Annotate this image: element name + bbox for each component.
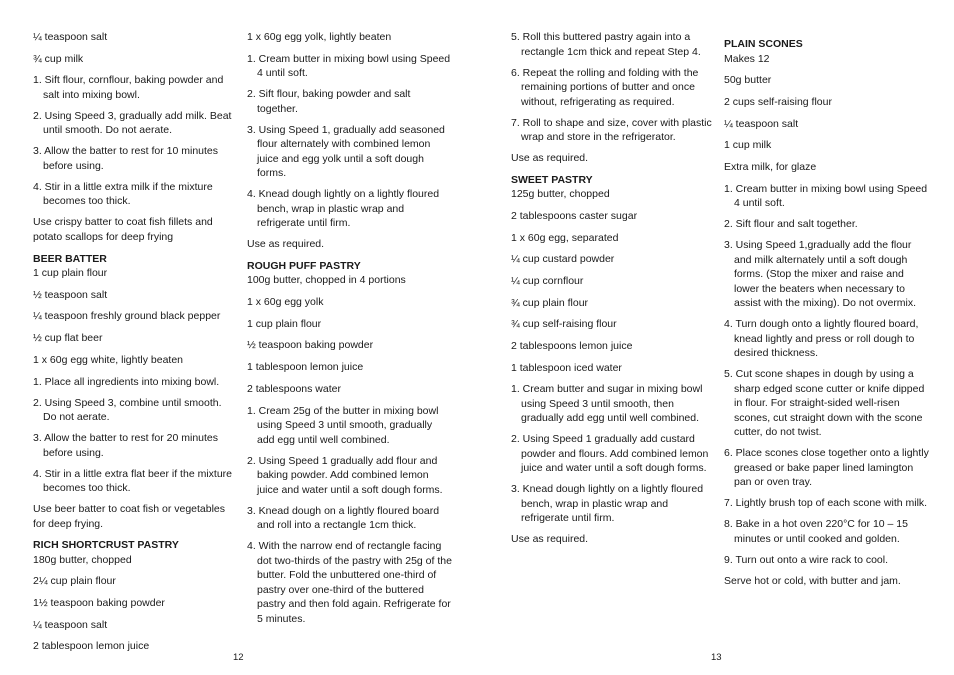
- ingredient-line: 2 tablespoons water: [247, 382, 341, 395]
- method-step: 6. Repeat the rolling and folding with the remaining portions of butter and once without, refrigerating as required.: [511, 66, 699, 108]
- method-step: 3. Using Speed 1,gradually add the flour and milk alternately until a soft dough forms. (Stop the mixer and raise and lower the beaters when necessary to assist with the mixing). Do not overmix.: [724, 239, 917, 310]
- ingredient-line: 2¼ cup plain flour: [33, 575, 116, 588]
- method-step: 1. Place all ingredients into mixing bowl.: [33, 375, 220, 388]
- page-left-column-1: [33, 30, 233, 661]
- page-right-column-1: [511, 30, 716, 554]
- ingredient-line: 1 tablespoon lemon juice: [247, 361, 364, 374]
- ingredient-line: 1 x 60g egg, separated: [511, 231, 619, 244]
- ingredient-line: 1½ teaspoon baking powder: [33, 597, 165, 610]
- method-step: 2. Using Speed 1 gradually add custard powder and flours. Add combined lemon juice and water until a soft dough forms.: [511, 433, 709, 475]
- method-step: 1. Cream 25g of the butter in mixing bowl using Speed 3 until smooth, gradually add egg until well combined.: [247, 404, 439, 446]
- ingredient-line: ¾ cup milk: [33, 52, 84, 65]
- method-step: 2. Using Speed 3, combine until smooth. Do not aerate.: [33, 396, 222, 423]
- page-number-right: 13: [711, 652, 722, 663]
- ingredient-line: 1 cup plain flour: [33, 267, 108, 280]
- method-step: 7. Roll to shape and size, cover with plastic wrap and store in the refrigerator.: [511, 116, 712, 143]
- recipe-heading: RICH SHORTCRUST PASTRY: [33, 539, 179, 552]
- ingredient-line: Use beer batter to coat fish or vegetables for deep frying.: [33, 503, 226, 530]
- ingredient-line: 2 tablespoons lemon juice: [511, 340, 633, 352]
- recipe-heading: ROUGH PUFF PASTRY: [247, 259, 361, 272]
- method-step: 3. Using Speed 1, gradually add seasoned flour alternately with combined lemon juice and egg yolk until a soft dough forms.: [247, 123, 445, 180]
- ingredient-line: ½ cup flat beer: [33, 332, 103, 345]
- ingredient-line: Makes 12: [724, 52, 770, 65]
- ingredient-line: Use as required.: [511, 533, 589, 546]
- method-step: 4. Turn dough onto a lightly floured board, knead lightly and press or roll dough to desired thickness.: [724, 318, 919, 360]
- ingredient-line: 1 cup plain flour: [247, 317, 322, 330]
- method-step: 6. Place scones close together onto a lightly greased or bake paper lined lamington pan or oven tray.: [724, 447, 929, 489]
- ingredient-line: 2 cups self-raising flour: [724, 95, 832, 108]
- method-step: 3. Knead dough on a lightly floured board and roll into a rectangle 1cm thick.: [247, 504, 440, 531]
- ingredient-line: 1 x 60g egg white, lightly beaten: [33, 353, 184, 366]
- method-step: 5. Roll this buttered pastry again into a rectangle 1cm thick and repeat Step 4.: [511, 31, 701, 58]
- method-step: 1. Cream butter in mixing bowl using Speed 4 until soft.: [724, 182, 928, 210]
- method-step: 5. Cut scone shapes in dough by using a sharp edged scone cutter or knife dipped in flour. For straight-sided well-risen scones, cut straight down with the scone cutter, do not twist.: [724, 368, 925, 439]
- method-step: 7. Lightly brush top of each scone with milk.: [724, 497, 928, 510]
- method-step: 2. Sift flour and salt together.: [724, 218, 858, 231]
- ingredient-line: 1 cup milk: [724, 139, 772, 152]
- method-step: 8. Bake in a hot oven 220°C for 10 – 15 minutes or until cooked and golden.: [724, 518, 908, 545]
- method-step: 1. Cream butter and sugar in mixing bowl using Speed 3 until smooth, then gradually add egg until well combined.: [511, 383, 703, 425]
- ingredient-line: ¼ cup cornflour: [511, 274, 584, 287]
- method-step: 1. Cream butter in mixing bowl using Speed 4 until soft.: [247, 52, 451, 80]
- ingredient-line: 2 tablespoons caster sugar: [511, 209, 638, 222]
- page-number-left: 12: [233, 652, 244, 663]
- recipe-heading: PLAIN SCONES: [724, 38, 803, 50]
- ingredient-line: ¼ teaspoon freshly ground black pepper: [33, 310, 221, 323]
- ingredient-line: 1 tablespoon iced water: [511, 361, 622, 374]
- ingredient-line: Use as required.: [511, 152, 589, 164]
- recipe-heading: SWEET PASTRY: [511, 173, 593, 186]
- method-step: 4. With the narrow end of rectangle facing dot two-thirds of the pastry with 25g of the butter. Fold the unbuttered one-third of pastry over one-third of the buttered pastry and then fold again. Refrigerate for 5 minutes.: [247, 540, 452, 625]
- method-step: 3. Knead dough lightly on a lightly floured bench, wrap in plastic wrap and refrigerate until firm.: [511, 483, 704, 525]
- page-left-column-2: [247, 30, 452, 633]
- ingredient-line: ½ teaspoon baking powder: [247, 339, 374, 352]
- ingredient-line: 100g butter, chopped in 4 portions: [247, 274, 406, 287]
- ingredient-line: 50g butter: [724, 74, 772, 87]
- ingredient-line: ¾ cup plain flour: [511, 296, 589, 309]
- method-step: 2. Sift flour, baking powder and salt together.: [247, 88, 411, 115]
- method-step: 4. Stir in a little extra flat beer if the mixture becomes too thick.: [33, 467, 232, 494]
- method-step: 2. Using Speed 1 gradually add flour and baking powder. Add combined lemon juice and water until a soft dough forms.: [247, 454, 443, 496]
- method-step: 4. Knead dough lightly on a lightly floured bench, wrap in plastic wrap and refrigerate until firm.: [247, 188, 440, 230]
- ingredient-line: Serve hot or cold, with butter and jam.: [724, 574, 901, 587]
- method-step: 9. Turn out onto a wire rack to cool.: [724, 553, 889, 566]
- method-step: 2. Using Speed 3, gradually add milk. Beat until smooth. Do not aerate.: [33, 109, 232, 137]
- ingredient-line: ¼ teaspoon salt: [33, 31, 108, 43]
- ingredient-line: 180g butter, chopped: [33, 553, 132, 566]
- ingredient-line: Extra milk, for glaze: [724, 160, 817, 173]
- ingredient-line: ¾ cup self-raising flour: [511, 318, 617, 331]
- ingredient-line: 2 tablespoon lemon juice: [33, 640, 150, 653]
- ingredient-line: 1 x 60g egg yolk, lightly beaten: [247, 31, 392, 43]
- ingredient-line: ¼ cup custard powder: [511, 253, 615, 266]
- ingredient-line: 1 x 60g egg yolk: [247, 296, 324, 309]
- recipe-heading: BEER BATTER: [33, 252, 107, 265]
- ingredient-line: Use crispy batter to coat fish fillets and potato scallops for deep frying: [33, 216, 213, 243]
- ingredient-line: ¼ teaspoon salt: [33, 618, 108, 631]
- ingredient-line: 125g butter, chopped: [511, 188, 610, 201]
- method-step: 3. Allow the batter to rest for 10 minutes before using.: [33, 145, 219, 172]
- method-step: 3. Allow the batter to rest for 20 minutes before using.: [33, 432, 219, 459]
- ingredient-line: ¼ teaspoon salt: [724, 117, 799, 130]
- ingredient-line: ½ teaspoon salt: [33, 288, 108, 301]
- page-right-column-2: [724, 30, 929, 595]
- ingredient-line: Use as required.: [247, 238, 325, 251]
- method-step: 1. Sift flour, cornflour, baking powder and salt into mixing bowl.: [33, 74, 224, 101]
- method-step: 4. Stir in a little extra milk if the mixture becomes too thick.: [33, 180, 213, 208]
